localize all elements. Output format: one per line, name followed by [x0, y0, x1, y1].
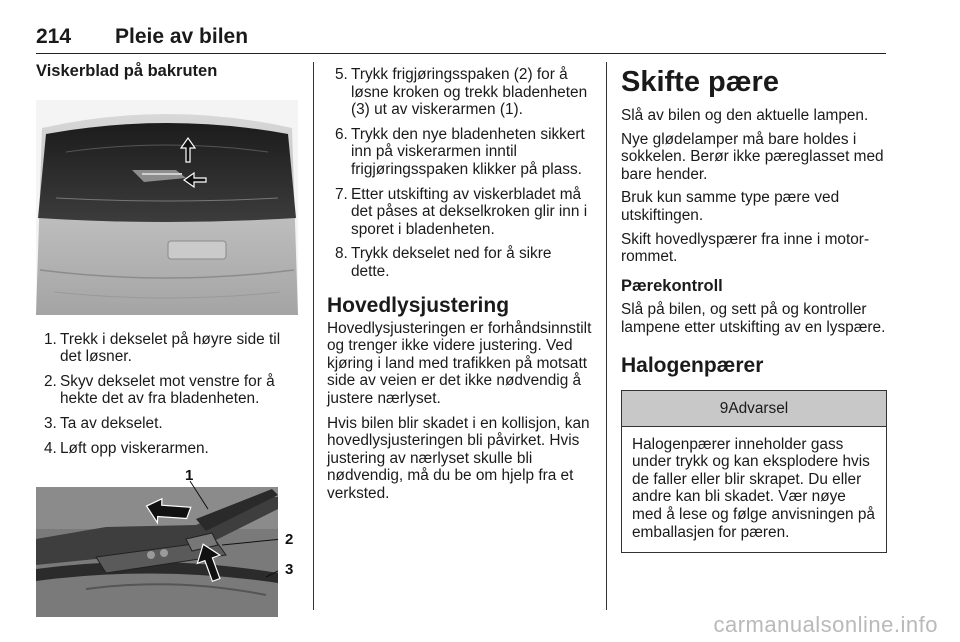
paragraph: Slå av bilen og den aktuelle lampen.	[621, 107, 869, 124]
step-number: 5.	[335, 66, 348, 83]
chapter-title: Pleie av bilen	[115, 25, 249, 48]
column-2	[327, 66, 593, 506]
step-item	[36, 331, 301, 366]
step-text: Skyv dekselet mot venstre for å hekte det av fra bladenheten.	[60, 372, 275, 408]
step-item	[36, 373, 301, 408]
rear-window-illustration	[36, 100, 298, 315]
step-number: 1.	[44, 330, 57, 348]
step-item	[327, 126, 593, 179]
callout-3: 3	[285, 561, 294, 579]
column-divider-left	[313, 62, 314, 610]
heading-halogenpaerer: Halogenpærer	[621, 353, 764, 377]
step-item	[327, 245, 593, 280]
step-list-2	[327, 66, 593, 281]
warning-box	[621, 390, 887, 554]
step-number: 6.	[335, 125, 348, 143]
warning-text: Halogenpærer inneholder gass under trykk og kan eksplodere hvis de faller eller blir skrapet. Du eller andre kan bli skadet. Vær nøye med å lese og følge anvisningen på emballasjen for pæren.	[632, 435, 875, 541]
heading-hovedlysjustering: Hovedlysjustering	[327, 293, 510, 317]
step-number: 3.	[44, 414, 57, 432]
column-3	[621, 66, 887, 553]
paragraph: Hvis bilen blir skadet i en kollisjon, kan hovedlysjusteringen bli påvirket. Hvis justering av nærlyset skulle bli nødvendig, må du be om hjelp fra et verksted.	[327, 414, 590, 502]
step-text: Trykk frigjøringsspaken (2) for å løsne kroken og trekk bladenheten (3) ut av viskerarmen (1).	[351, 66, 588, 119]
step-item	[327, 66, 593, 119]
step-item	[36, 415, 301, 433]
step-text: Trekk i dekselet på høyre side til det løsner.	[60, 330, 281, 366]
paragraph: Bruk kun samme type pære ved utskiftingen.	[621, 189, 840, 224]
page-number: 214	[36, 25, 72, 48]
step-text: Etter utskifting av viskerbladet må det påses at dekselkroken glir inn i sporet i bladenheten.	[351, 185, 588, 238]
heading-skifte-paere: Skifte pære	[621, 66, 779, 98]
rear-window-figure	[36, 100, 298, 315]
warning-title: Advarsel	[728, 399, 789, 417]
section-title-rear-wiper: Viskerblad på bakruten	[36, 62, 218, 80]
subheading-paerekontroll: Pærekontroll	[621, 276, 723, 295]
paragraph: Slå på bilen, og sett på og kontroller lampene etter utskifting av en lyspære.	[621, 301, 886, 336]
wiper-arm-illustration	[36, 469, 304, 617]
watermark: carmanualsonline.info	[713, 612, 938, 637]
wiper-arm-figure	[36, 469, 304, 617]
page-header	[36, 25, 886, 54]
step-text: Løft opp viskerarmen.	[60, 439, 209, 457]
paragraph: Nye glødelamper må bare holdes i sokkelen. Berør ikke pæreglasset med bare hender.	[621, 130, 884, 183]
paragraph: Skift hovedlyspærer fra inne i motorrommet.	[621, 230, 870, 266]
step-text: Trykk dekselet ned for å sikre dette.	[351, 245, 552, 280]
step-text: Trykk den nye bladenheten sikkert inn på viskerarmen inntil frigjøringsspaken klikker på plass.	[351, 125, 585, 178]
warning-triangle-icon: 9	[719, 399, 729, 417]
step-text: Ta av dekselet.	[60, 414, 163, 432]
warning-header	[622, 391, 886, 427]
callout-1: 1	[185, 469, 194, 485]
step-number: 4.	[44, 439, 57, 457]
step-item	[36, 440, 301, 458]
step-item	[327, 186, 593, 239]
step-number: 8.	[335, 245, 348, 263]
step-list-1	[36, 331, 301, 458]
step-number: 2.	[44, 372, 57, 390]
step-number: 7.	[335, 185, 348, 203]
paragraph: Hovedlysjusteringen er forhåndsinnstilt og trenger ikke videre justering. Ved kjøring i land med trafikken på motsatt side av veien er det ikke nødvendig å justere nærlyset.	[327, 319, 592, 407]
callout-2: 2	[285, 531, 294, 549]
column-divider-right	[606, 62, 607, 610]
column-1	[36, 63, 301, 617]
